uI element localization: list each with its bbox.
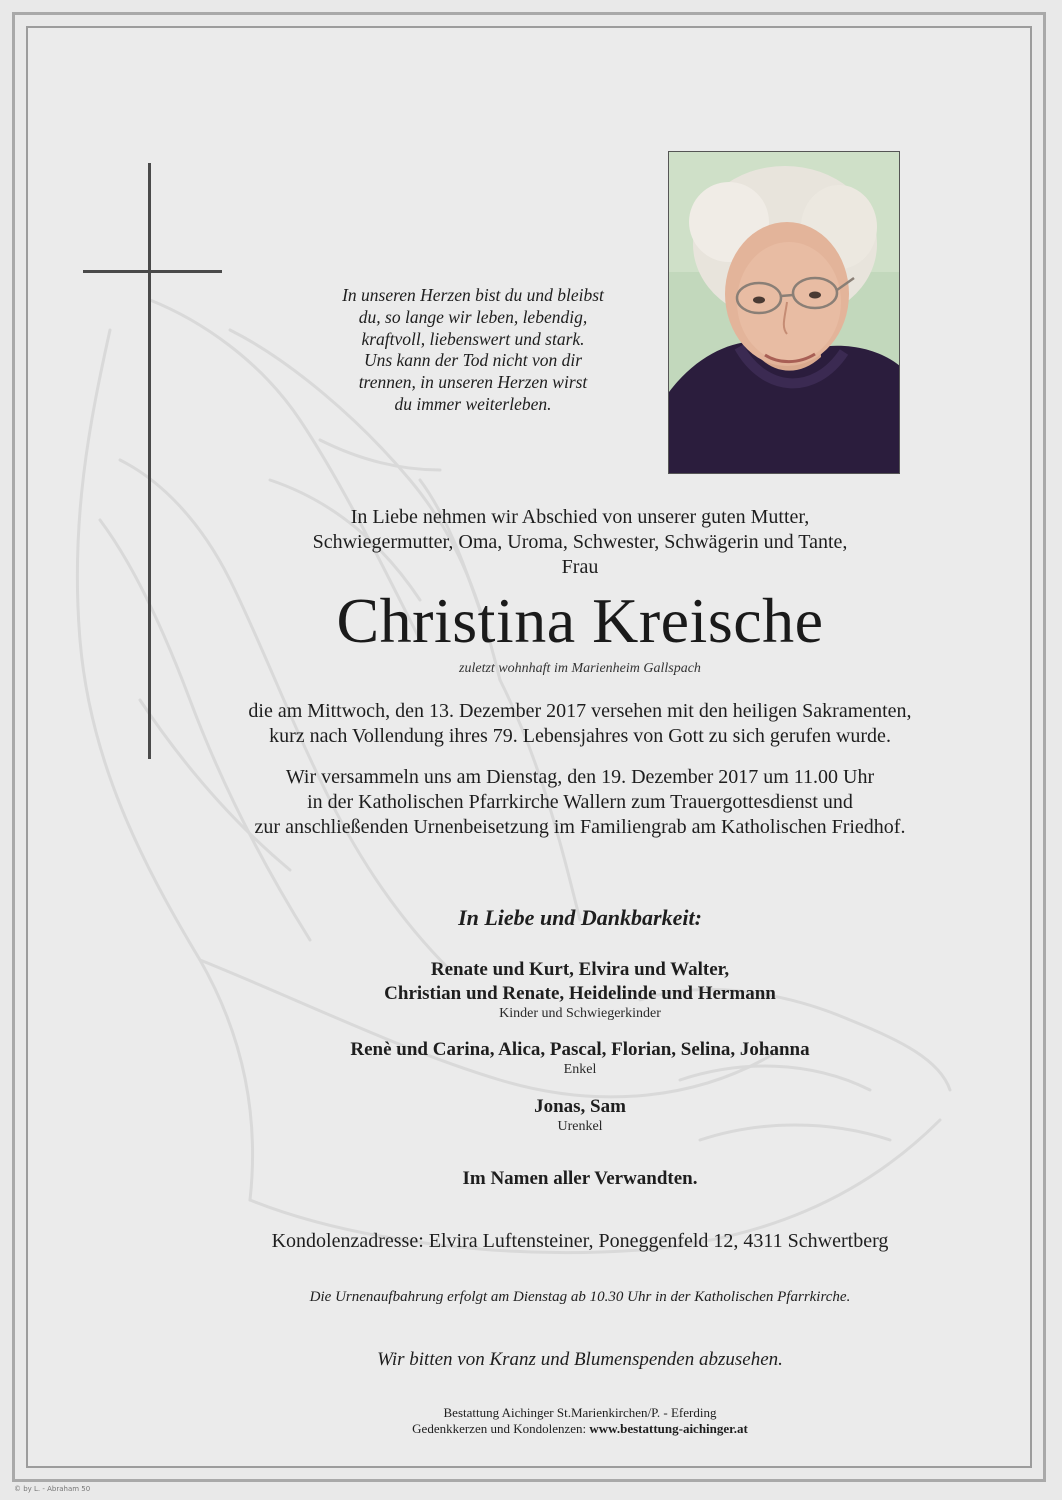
intro-line: In Liebe nehmen wir Abschied von unserer guten Mutter, bbox=[350, 506, 810, 528]
quote-line: du immer weiterleben. bbox=[394, 393, 552, 414]
website-link[interactable]: www.bestattung-aichinger.at bbox=[589, 1421, 748, 1436]
quote-line: kraftvoll, liebenswert und stark. bbox=[361, 328, 585, 349]
service-line: Wir versammeln uns am Dienstag, den 19. Dezember 2017 um 11.00 Uhr bbox=[285, 766, 875, 788]
cross-horizontal-bar bbox=[83, 270, 222, 273]
copyright-note: © by L. - Abraham 50 bbox=[14, 1485, 91, 1493]
mourner-group-great-grandchildren bbox=[150, 1095, 1010, 1135]
flower-request: Wir bitten von Kranz und Blumenspenden abzusehen. bbox=[377, 1349, 783, 1370]
urn-viewing-note: Die Urnenaufbahrung erfolgt am Dienstag ab 10.30 Uhr in der Katholischen Pfarrkirche. bbox=[309, 1289, 851, 1305]
condolence-address: Kondolenzadresse: Elvira Luftensteiner, Poneggenfeld 12, 4311 Schwertberg bbox=[271, 1230, 889, 1252]
footer-contact-line bbox=[150, 1421, 1010, 1437]
service-info bbox=[150, 765, 1010, 840]
mourner-relation: Enkel bbox=[563, 1062, 597, 1077]
mourner-names: Renè und Carina, Alica, Pascal, Florian, Selina, Johanna bbox=[350, 1039, 810, 1060]
deceased-name: Christina Kreische bbox=[336, 585, 824, 656]
intro-line: Frau bbox=[561, 556, 599, 578]
funeral-home-footer bbox=[150, 1405, 1010, 1437]
mourner-relation: Urenkel bbox=[557, 1119, 603, 1134]
service-line: in der Katholischen Pfarrkirche Wallern zum Trauergottesdienst und bbox=[307, 791, 853, 813]
thanks-heading: In Liebe und Dankbarkeit: bbox=[458, 905, 702, 930]
mourner-names: Renate und Kurt, Elvira und Walter, bbox=[430, 959, 730, 980]
mourner-names: Christian und Renate, Heidelinde und Hermann bbox=[384, 983, 776, 1004]
last-residence: zuletzt wohnhaft im Marienheim Gallspach bbox=[459, 661, 701, 676]
mourner-names: Jonas, Sam bbox=[534, 1096, 626, 1117]
quote-line: In unseren Herzen bist du und bleibst bbox=[342, 285, 604, 305]
death-line: kurz nach Vollendung ihres 79. Lebensjahres von Gott zu sich gerufen wurde. bbox=[269, 725, 891, 747]
death-line: die am Mittwoch, den 13. Dezember 2017 versehen mit den heiligen Sakramenten, bbox=[248, 700, 912, 722]
all-relatives-line: Im Namen aller Verwandten. bbox=[462, 1168, 698, 1189]
funeral-home-name: Bestattung Aichinger St.Marienkirchen/P. - Eferding bbox=[443, 1405, 717, 1420]
footer-contact-label: Gedenkkerzen und Kondolenzen: bbox=[412, 1421, 590, 1436]
mourner-relation: Kinder und Schwiegerkinder bbox=[499, 1006, 661, 1021]
death-notice bbox=[150, 699, 1010, 749]
portrait-photo bbox=[668, 151, 900, 474]
mourner-group-grandchildren bbox=[150, 1038, 1010, 1078]
quote-line: Uns kann der Tod nicht von dir bbox=[363, 350, 583, 371]
memorial-quote bbox=[318, 285, 628, 416]
intro-text bbox=[150, 505, 1010, 580]
quote-line: du, so lange wir leben, lebendig, bbox=[358, 306, 588, 327]
intro-line: Schwiegermutter, Oma, Uroma, Schwester, Schwägerin und Tante, bbox=[312, 531, 848, 553]
service-line: zur anschließenden Urnenbeisetzung im Familiengrab am Katholischen Friedhof. bbox=[254, 816, 906, 838]
quote-line: trennen, in unseren Herzen wirst bbox=[358, 372, 588, 393]
mourner-group-children bbox=[150, 958, 1010, 1022]
